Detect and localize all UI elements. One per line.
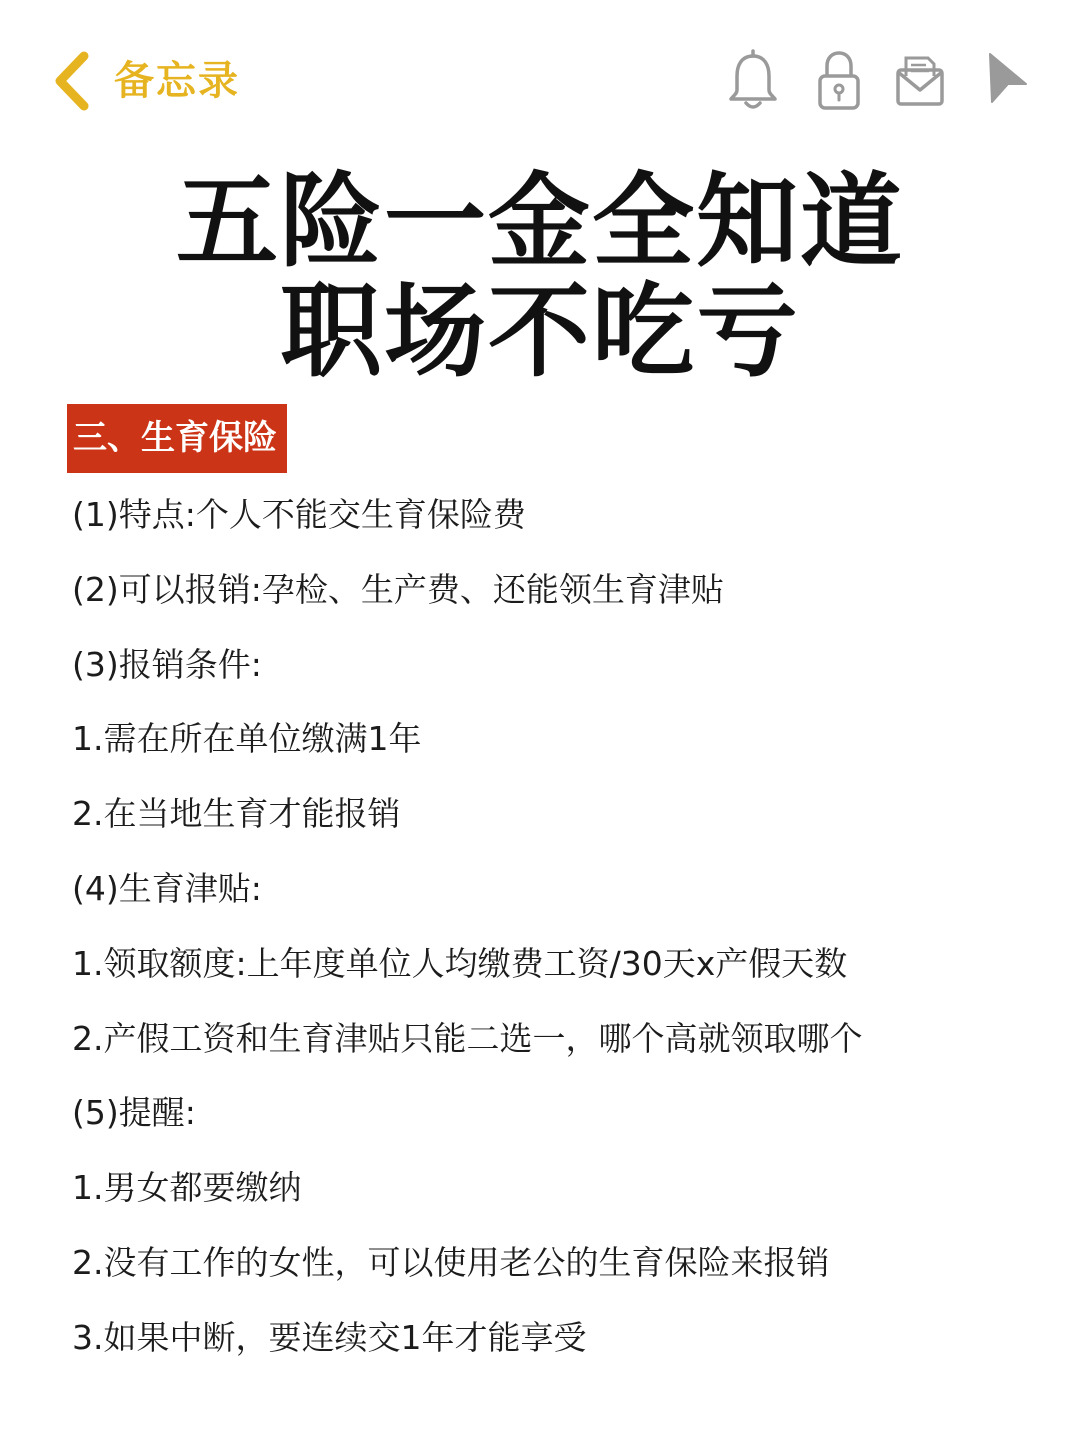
note-line: 3.如果中断，要连续交1年才能享受 [72, 1317, 587, 1357]
lock-icon [812, 48, 866, 114]
note-line: 1.需在所在单位缴满1年 [72, 719, 422, 759]
note-line: 1.男女都要缴纳 [72, 1168, 302, 1208]
chevron-left-icon [50, 50, 94, 112]
app-title: 备忘录 [114, 58, 240, 104]
note-line: (2)可以报销:孕检、生产费、还能领生育津贴 [72, 569, 724, 609]
lock-button[interactable] [812, 48, 866, 114]
note-body [72, 478, 1052, 1376]
bell-button[interactable] [726, 48, 780, 114]
headline-line-2: 职场不吃亏 [280, 273, 800, 392]
note-line: (3)报销条件: [72, 644, 262, 684]
bell-icon [726, 48, 780, 114]
note-line: (4)生育津贴: [72, 868, 262, 908]
headline [0, 163, 1080, 392]
mail-icon [892, 48, 946, 114]
cursor-arrow-icon [984, 48, 1032, 114]
top-bar [0, 0, 1080, 150]
back-button[interactable] [50, 50, 94, 112]
note-line: 1.领取额度:上年度单位人均缴费工资/30天x产假天数 [72, 943, 848, 983]
cursor-arrow-button[interactable] [984, 48, 1032, 114]
note-line: 2.产假工资和生育津贴只能二选一，哪个高就领取哪个 [72, 1018, 863, 1058]
note-line: 2.没有工作的女性，可以使用老公的生育保险来报销 [72, 1242, 830, 1282]
headline-line-1: 五险一金全知道 [176, 163, 904, 282]
note-line: (1)特点:个人不能交生育保险费 [72, 495, 526, 534]
note-line: 2.在当地生育才能报销 [72, 794, 401, 834]
section-tag: 三、生育保险 [67, 404, 287, 473]
mail-button[interactable] [892, 48, 946, 114]
note-line: (5)提醒: [72, 1093, 196, 1133]
